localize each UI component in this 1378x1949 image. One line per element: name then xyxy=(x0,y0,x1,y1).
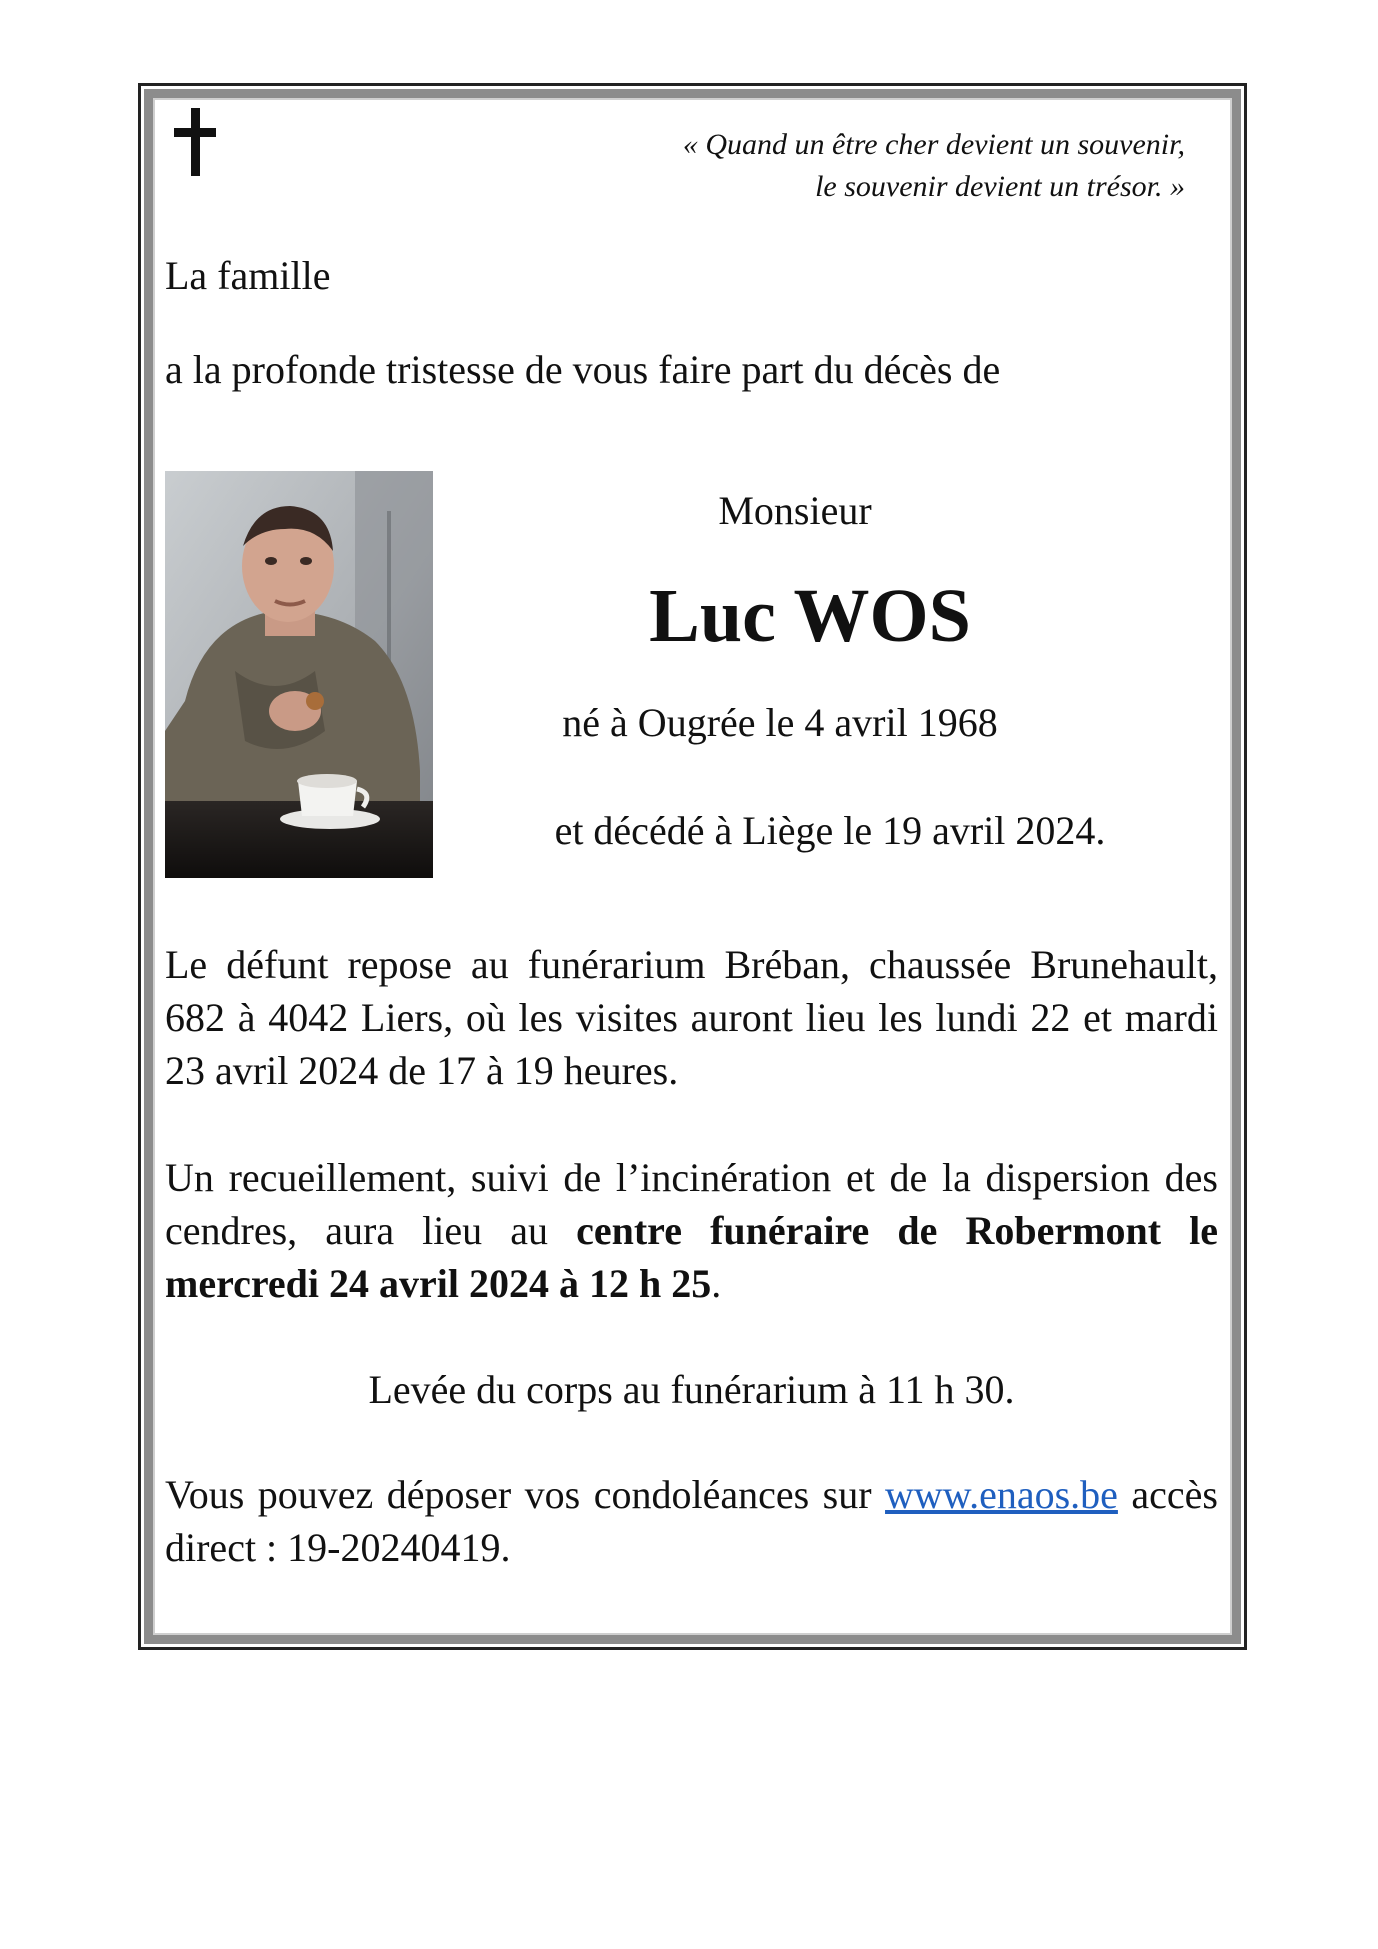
cross-icon xyxy=(174,108,216,176)
levee-line: Levée du corps au funérarium à 11 h 30. xyxy=(368,1367,1015,1412)
visits-paragraph: Le défunt repose au funérarium Bréban, chaussée Brunehault, 682 à 4042 Liers, où les visites auront lieu les lundi 22 et mardi 23 avril 2024 de 17 à 19 heures. xyxy=(165,942,1218,1093)
death-info: et décédé à Liège le 19 avril 2024. xyxy=(554,808,1106,853)
condolences-paragraph xyxy=(165,1468,1218,1574)
honorific: Monsieur xyxy=(718,488,872,533)
condolences-access: accès direct : 19-20240419. xyxy=(165,1472,1218,1570)
family-line: La famille xyxy=(165,253,331,298)
condolences-link[interactable]: www.enaos.be xyxy=(885,1472,1118,1517)
birth-info: né à Ougrée le 4 avril 1968 xyxy=(562,700,998,745)
ceremony-location-bold: centre funéraire de Robermont le mercredi 24 avril 2024 à 12 h 25 xyxy=(165,1208,1218,1306)
ceremony-paragraph xyxy=(165,1151,1218,1310)
ceremony-text: Un recueillement, suivi de l’incinération et de la dispersion des cendres, aura lieu au xyxy=(165,1155,1218,1253)
portrait-photo xyxy=(165,471,433,878)
announcement-line: a la profonde tristesse de vous faire part du décès de xyxy=(165,347,1001,392)
quote-line-2: le souvenir devient un trésor. » xyxy=(815,170,1185,203)
quote xyxy=(683,124,1185,208)
deceased-name: Luc WOS xyxy=(649,574,971,658)
ceremony-text-end: . xyxy=(711,1261,722,1306)
condolences-text: Vous pouvez déposer vos condoléances sur xyxy=(165,1472,886,1517)
quote-line-1: « Quand un être cher devient un souvenir, xyxy=(682,128,1185,161)
